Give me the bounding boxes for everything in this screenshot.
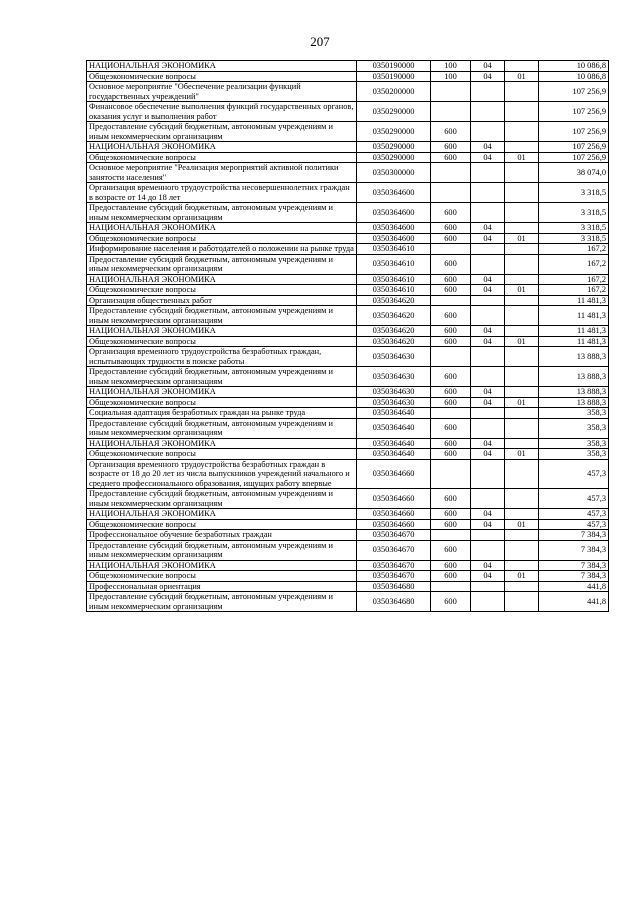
table-row bbox=[87, 336, 609, 347]
expense-type-cell bbox=[431, 347, 471, 367]
expense-type-cell: 600 bbox=[431, 274, 471, 285]
target-code-cell: 0350290000 bbox=[357, 142, 431, 153]
table-row bbox=[87, 152, 609, 163]
row-name-cell: Основное мероприятие "Обеспечение реализации функций государственных учреждений" bbox=[87, 82, 357, 102]
subsection-cell bbox=[505, 102, 539, 122]
section-cell bbox=[471, 183, 505, 203]
expense-type-cell bbox=[431, 408, 471, 419]
amount-cell: 7 384,3 bbox=[539, 540, 609, 560]
row-name-cell: Организация временного трудоустройства безработных граждан в возрасте от 18 до 20 лет из числа выпускников учреждений начального и среднего профессионального образования, ищущих работу впервые bbox=[87, 459, 357, 489]
amount-cell: 107 256,9 bbox=[539, 102, 609, 122]
expense-type-cell: 600 bbox=[431, 306, 471, 326]
row-name-cell: Предоставление субсидий бюджетным, автономным учреждениям и иным некоммерческим организациям bbox=[87, 367, 357, 387]
section-cell bbox=[471, 489, 505, 509]
expense-type-cell: 600 bbox=[431, 387, 471, 398]
expense-type-cell bbox=[431, 295, 471, 306]
table-row bbox=[87, 326, 609, 337]
subsection-cell bbox=[505, 530, 539, 541]
table-row bbox=[87, 295, 609, 306]
table-row bbox=[87, 397, 609, 408]
table-row bbox=[87, 122, 609, 142]
target-code-cell: 0350364660 bbox=[357, 489, 431, 509]
table-row bbox=[87, 306, 609, 326]
row-name-cell: Предоставление субсидий бюджетным, автономным учреждениям и иным некоммерческим организациям bbox=[87, 203, 357, 223]
amount-cell: 13 888,3 bbox=[539, 387, 609, 398]
row-name-cell: Организация временного трудоустройства несовершеннолетних граждан в возрасте от 14 до 18 лет bbox=[87, 183, 357, 203]
subsection-cell bbox=[505, 408, 539, 419]
table-row bbox=[87, 71, 609, 82]
section-cell bbox=[471, 459, 505, 489]
section-cell bbox=[471, 581, 505, 592]
target-code-cell: 0350364600 bbox=[357, 233, 431, 244]
section-cell: 04 bbox=[471, 560, 505, 571]
target-code-cell: 0350190000 bbox=[357, 71, 431, 82]
expense-type-cell: 600 bbox=[431, 122, 471, 142]
expense-type-cell bbox=[431, 82, 471, 102]
table-row bbox=[87, 438, 609, 449]
target-code-cell: 0350364630 bbox=[357, 387, 431, 398]
table-row bbox=[87, 489, 609, 509]
target-code-cell: 0350290000 bbox=[357, 122, 431, 142]
expense-type-cell: 600 bbox=[431, 519, 471, 530]
row-name-cell: НАЦИОНАЛЬНАЯ ЭКОНОМИКА bbox=[87, 223, 357, 234]
target-code-cell: 0350290000 bbox=[357, 152, 431, 163]
row-name-cell: Общеэкономические вопросы bbox=[87, 71, 357, 82]
section-cell bbox=[471, 408, 505, 419]
table-row bbox=[87, 285, 609, 296]
target-code-cell: 0350364670 bbox=[357, 530, 431, 541]
section-cell bbox=[471, 367, 505, 387]
expense-type-cell: 600 bbox=[431, 509, 471, 520]
table-row bbox=[87, 560, 609, 571]
row-name-cell: Общеэкономические вопросы bbox=[87, 233, 357, 244]
section-cell: 04 bbox=[471, 336, 505, 347]
target-code-cell: 0350364610 bbox=[357, 244, 431, 255]
table-row bbox=[87, 347, 609, 367]
section-cell bbox=[471, 203, 505, 223]
subsection-cell bbox=[505, 295, 539, 306]
section-cell bbox=[471, 592, 505, 612]
subsection-cell: 01 bbox=[505, 285, 539, 296]
amount-cell: 10 086,8 bbox=[539, 71, 609, 82]
table-row bbox=[87, 571, 609, 582]
section-cell: 04 bbox=[471, 387, 505, 398]
section-cell: 04 bbox=[471, 71, 505, 82]
amount-cell: 3 318,5 bbox=[539, 203, 609, 223]
target-code-cell: 0350364660 bbox=[357, 459, 431, 489]
section-cell bbox=[471, 163, 505, 183]
row-name-cell: НАЦИОНАЛЬНАЯ ЭКОНОМИКА bbox=[87, 509, 357, 520]
table-row bbox=[87, 592, 609, 612]
row-name-cell: Организация общественных работ bbox=[87, 295, 357, 306]
expense-type-cell: 600 bbox=[431, 397, 471, 408]
subsection-cell bbox=[505, 244, 539, 255]
section-cell bbox=[471, 295, 505, 306]
subsection-cell bbox=[505, 367, 539, 387]
subsection-cell bbox=[505, 254, 539, 274]
subsection-cell bbox=[505, 592, 539, 612]
subsection-cell: 01 bbox=[505, 397, 539, 408]
section-cell: 04 bbox=[471, 397, 505, 408]
expense-type-cell: 600 bbox=[431, 223, 471, 234]
target-code-cell: 0350364610 bbox=[357, 285, 431, 296]
subsection-cell bbox=[505, 163, 539, 183]
amount-cell: 457,3 bbox=[539, 509, 609, 520]
expense-type-cell: 600 bbox=[431, 203, 471, 223]
subsection-cell bbox=[505, 560, 539, 571]
row-name-cell: НАЦИОНАЛЬНАЯ ЭКОНОМИКА bbox=[87, 560, 357, 571]
expense-type-cell: 600 bbox=[431, 592, 471, 612]
amount-cell: 107 256,9 bbox=[539, 142, 609, 153]
expense-type-cell: 600 bbox=[431, 285, 471, 296]
amount-cell: 3 318,5 bbox=[539, 233, 609, 244]
subsection-cell: 01 bbox=[505, 233, 539, 244]
subsection-cell bbox=[505, 203, 539, 223]
section-cell bbox=[471, 347, 505, 367]
table-row bbox=[87, 82, 609, 102]
target-code-cell: 0350364630 bbox=[357, 367, 431, 387]
subsection-cell bbox=[505, 540, 539, 560]
expense-type-cell: 600 bbox=[431, 560, 471, 571]
row-name-cell: Организация временного трудоустройства безработных граждан, испытывающих трудности в поиске работы bbox=[87, 347, 357, 367]
budget-table bbox=[86, 60, 609, 612]
table-row bbox=[87, 367, 609, 387]
expense-type-cell: 600 bbox=[431, 449, 471, 460]
target-code-cell: 0350364670 bbox=[357, 560, 431, 571]
subsection-cell: 01 bbox=[505, 336, 539, 347]
subsection-cell bbox=[505, 387, 539, 398]
table-row bbox=[87, 163, 609, 183]
amount-cell: 457,3 bbox=[539, 489, 609, 509]
target-code-cell: 0350364670 bbox=[357, 540, 431, 560]
expense-type-cell bbox=[431, 530, 471, 541]
expense-type-cell bbox=[431, 459, 471, 489]
subsection-cell: 01 bbox=[505, 449, 539, 460]
target-code-cell: 0350364620 bbox=[357, 295, 431, 306]
amount-cell: 13 888,3 bbox=[539, 367, 609, 387]
amount-cell: 10 086,8 bbox=[539, 61, 609, 72]
subsection-cell: 01 bbox=[505, 152, 539, 163]
table-row bbox=[87, 418, 609, 438]
expense-type-cell: 600 bbox=[431, 571, 471, 582]
amount-cell: 38 074,0 bbox=[539, 163, 609, 183]
amount-cell: 7 384,3 bbox=[539, 571, 609, 582]
table-row bbox=[87, 509, 609, 520]
amount-cell: 358,3 bbox=[539, 449, 609, 460]
target-code-cell: 0350364660 bbox=[357, 519, 431, 530]
subsection-cell bbox=[505, 459, 539, 489]
row-name-cell: Профессиональное обучение безработных граждан bbox=[87, 530, 357, 541]
subsection-cell: 01 bbox=[505, 71, 539, 82]
subsection-cell bbox=[505, 61, 539, 72]
row-name-cell: НАЦИОНАЛЬНАЯ ЭКОНОМИКА bbox=[87, 274, 357, 285]
target-code-cell: 0350300000 bbox=[357, 163, 431, 183]
expense-type-cell: 100 bbox=[431, 71, 471, 82]
row-name-cell: Общеэкономические вопросы bbox=[87, 519, 357, 530]
amount-cell: 11 481,3 bbox=[539, 326, 609, 337]
expense-type-cell: 600 bbox=[431, 540, 471, 560]
page-number: 207 bbox=[310, 34, 330, 49]
section-cell bbox=[471, 418, 505, 438]
row-name-cell: Общеэкономические вопросы bbox=[87, 571, 357, 582]
table-row bbox=[87, 102, 609, 122]
table-row bbox=[87, 254, 609, 274]
row-name-cell: Предоставление субсидий бюджетным, автономным учреждениям и иным некоммерческим организациям bbox=[87, 122, 357, 142]
table-row bbox=[87, 223, 609, 234]
row-name-cell: Общеэкономические вопросы bbox=[87, 336, 357, 347]
expense-type-cell: 100 bbox=[431, 61, 471, 72]
section-cell bbox=[471, 306, 505, 326]
expense-type-cell: 600 bbox=[431, 254, 471, 274]
amount-cell: 441,8 bbox=[539, 592, 609, 612]
expense-type-cell bbox=[431, 183, 471, 203]
subsection-cell bbox=[505, 326, 539, 337]
expense-type-cell: 600 bbox=[431, 336, 471, 347]
amount-cell: 11 481,3 bbox=[539, 306, 609, 326]
target-code-cell: 0350364640 bbox=[357, 449, 431, 460]
target-code-cell: 0350364670 bbox=[357, 571, 431, 582]
row-name-cell: Общеэкономические вопросы bbox=[87, 397, 357, 408]
expense-type-cell: 600 bbox=[431, 489, 471, 509]
amount-cell: 167,2 bbox=[539, 244, 609, 255]
row-name-cell: Профессиональная ориентация bbox=[87, 581, 357, 592]
section-cell bbox=[471, 122, 505, 142]
row-name-cell: Финансовое обеспечение выполнения функций государственных органов, оказания услуг и выполнения работ bbox=[87, 102, 357, 122]
row-name-cell: Предоставление субсидий бюджетным, автономным учреждениям и иным некоммерческим организациям bbox=[87, 254, 357, 274]
target-code-cell: 0350364630 bbox=[357, 397, 431, 408]
subsection-cell bbox=[505, 438, 539, 449]
target-code-cell: 0350364640 bbox=[357, 418, 431, 438]
expense-type-cell bbox=[431, 102, 471, 122]
table-row bbox=[87, 387, 609, 398]
target-code-cell: 0350364600 bbox=[357, 183, 431, 203]
section-cell: 04 bbox=[471, 326, 505, 337]
row-name-cell: Социальная адаптация безработных граждан на рынке труда bbox=[87, 408, 357, 419]
amount-cell: 441,8 bbox=[539, 581, 609, 592]
target-code-cell: 0350364680 bbox=[357, 592, 431, 612]
subsection-cell bbox=[505, 347, 539, 367]
section-cell bbox=[471, 530, 505, 541]
expense-type-cell bbox=[431, 163, 471, 183]
row-name-cell: Информирование населения и работодателей о положении на рынке труда bbox=[87, 244, 357, 255]
table-row bbox=[87, 203, 609, 223]
target-code-cell: 0350364620 bbox=[357, 306, 431, 326]
row-name-cell: Предоставление субсидий бюджетным, автономным учреждениям и иным некоммерческим организациям bbox=[87, 592, 357, 612]
amount-cell: 358,3 bbox=[539, 408, 609, 419]
amount-cell: 11 481,3 bbox=[539, 336, 609, 347]
target-code-cell: 0350364610 bbox=[357, 274, 431, 285]
table-row bbox=[87, 459, 609, 489]
target-code-cell: 0350190000 bbox=[357, 61, 431, 72]
expense-type-cell: 600 bbox=[431, 326, 471, 337]
row-name-cell: Предоставление субсидий бюджетным, автономным учреждениям и иным некоммерческим организациям bbox=[87, 540, 357, 560]
expense-type-cell bbox=[431, 581, 471, 592]
section-cell: 04 bbox=[471, 223, 505, 234]
row-name-cell: НАЦИОНАЛЬНАЯ ЭКОНОМИКА bbox=[87, 142, 357, 153]
amount-cell: 358,3 bbox=[539, 418, 609, 438]
subsection-cell: 01 bbox=[505, 519, 539, 530]
target-code-cell: 0350364620 bbox=[357, 336, 431, 347]
subsection-cell bbox=[505, 223, 539, 234]
amount-cell: 457,3 bbox=[539, 519, 609, 530]
amount-cell: 11 481,3 bbox=[539, 295, 609, 306]
amount-cell: 3 318,5 bbox=[539, 183, 609, 203]
subsection-cell bbox=[505, 418, 539, 438]
target-code-cell: 0350364640 bbox=[357, 408, 431, 419]
table-row bbox=[87, 449, 609, 460]
section-cell bbox=[471, 82, 505, 102]
expense-type-cell: 600 bbox=[431, 233, 471, 244]
subsection-cell bbox=[505, 489, 539, 509]
target-code-cell: 0350364640 bbox=[357, 438, 431, 449]
target-code-cell: 0350364600 bbox=[357, 223, 431, 234]
section-cell: 04 bbox=[471, 285, 505, 296]
table-row bbox=[87, 274, 609, 285]
amount-cell: 167,2 bbox=[539, 274, 609, 285]
section-cell: 04 bbox=[471, 152, 505, 163]
expense-type-cell: 600 bbox=[431, 418, 471, 438]
expense-type-cell: 600 bbox=[431, 367, 471, 387]
section-cell: 04 bbox=[471, 509, 505, 520]
amount-cell: 7 384,3 bbox=[539, 560, 609, 571]
amount-cell: 167,2 bbox=[539, 254, 609, 274]
section-cell: 04 bbox=[471, 142, 505, 153]
target-code-cell: 0350364660 bbox=[357, 509, 431, 520]
target-code-cell: 0350200000 bbox=[357, 82, 431, 102]
row-name-cell: Общеэкономические вопросы bbox=[87, 449, 357, 460]
section-cell bbox=[471, 540, 505, 560]
subsection-cell: 01 bbox=[505, 571, 539, 582]
amount-cell: 107 256,9 bbox=[539, 122, 609, 142]
target-code-cell: 0350364600 bbox=[357, 203, 431, 223]
amount-cell: 107 256,9 bbox=[539, 152, 609, 163]
amount-cell: 13 888,3 bbox=[539, 347, 609, 367]
table-row bbox=[87, 519, 609, 530]
amount-cell: 7 384,3 bbox=[539, 530, 609, 541]
section-cell: 04 bbox=[471, 571, 505, 582]
section-cell: 04 bbox=[471, 61, 505, 72]
section-cell: 04 bbox=[471, 274, 505, 285]
row-name-cell: Предоставление субсидий бюджетным, автономным учреждениям и иным некоммерческим организациям bbox=[87, 489, 357, 509]
budget-table-body bbox=[87, 61, 609, 612]
table-row bbox=[87, 540, 609, 560]
amount-cell: 358,3 bbox=[539, 438, 609, 449]
subsection-cell bbox=[505, 306, 539, 326]
expense-type-cell: 600 bbox=[431, 152, 471, 163]
table-row bbox=[87, 581, 609, 592]
subsection-cell bbox=[505, 122, 539, 142]
section-cell bbox=[471, 244, 505, 255]
row-name-cell: Общеэкономические вопросы bbox=[87, 152, 357, 163]
table-row bbox=[87, 142, 609, 153]
row-name-cell: Общеэкономические вопросы bbox=[87, 285, 357, 296]
section-cell bbox=[471, 254, 505, 274]
expense-type-cell: 600 bbox=[431, 142, 471, 153]
amount-cell: 107 256,9 bbox=[539, 82, 609, 102]
target-code-cell: 0350364610 bbox=[357, 254, 431, 274]
section-cell: 04 bbox=[471, 519, 505, 530]
section-cell bbox=[471, 102, 505, 122]
subsection-cell bbox=[505, 509, 539, 520]
subsection-cell bbox=[505, 142, 539, 153]
row-name-cell: НАЦИОНАЛЬНАЯ ЭКОНОМИКА bbox=[87, 438, 357, 449]
target-code-cell: 0350364620 bbox=[357, 326, 431, 337]
target-code-cell: 0350364680 bbox=[357, 581, 431, 592]
expense-type-cell bbox=[431, 244, 471, 255]
table-row bbox=[87, 183, 609, 203]
row-name-cell: Предоставление субсидий бюджетным, автономным учреждениям и иным некоммерческим организациям bbox=[87, 306, 357, 326]
table-row bbox=[87, 233, 609, 244]
amount-cell: 457,3 bbox=[539, 459, 609, 489]
row-name-cell: Предоставление субсидий бюджетным, автономным учреждениям и иным некоммерческим организациям bbox=[87, 418, 357, 438]
row-name-cell: НАЦИОНАЛЬНАЯ ЭКОНОМИКА bbox=[87, 387, 357, 398]
table-row bbox=[87, 244, 609, 255]
amount-cell: 3 318,5 bbox=[539, 223, 609, 234]
row-name-cell: НАЦИОНАЛЬНАЯ ЭКОНОМИКА bbox=[87, 61, 357, 72]
subsection-cell bbox=[505, 581, 539, 592]
section-cell: 04 bbox=[471, 233, 505, 244]
table-row bbox=[87, 530, 609, 541]
subsection-cell bbox=[505, 82, 539, 102]
section-cell: 04 bbox=[471, 449, 505, 460]
section-cell: 04 bbox=[471, 438, 505, 449]
subsection-cell bbox=[505, 183, 539, 203]
row-name-cell: НАЦИОНАЛЬНАЯ ЭКОНОМИКА bbox=[87, 326, 357, 337]
amount-cell: 13 888,3 bbox=[539, 397, 609, 408]
subsection-cell bbox=[505, 274, 539, 285]
target-code-cell: 0350364630 bbox=[357, 347, 431, 367]
target-code-cell: 0350290000 bbox=[357, 102, 431, 122]
row-name-cell: Основное мероприятие "Реализация мероприятий активной политики занятости населения" bbox=[87, 163, 357, 183]
amount-cell: 167,2 bbox=[539, 285, 609, 296]
table-row bbox=[87, 408, 609, 419]
expense-type-cell: 600 bbox=[431, 438, 471, 449]
table-row bbox=[87, 61, 609, 72]
